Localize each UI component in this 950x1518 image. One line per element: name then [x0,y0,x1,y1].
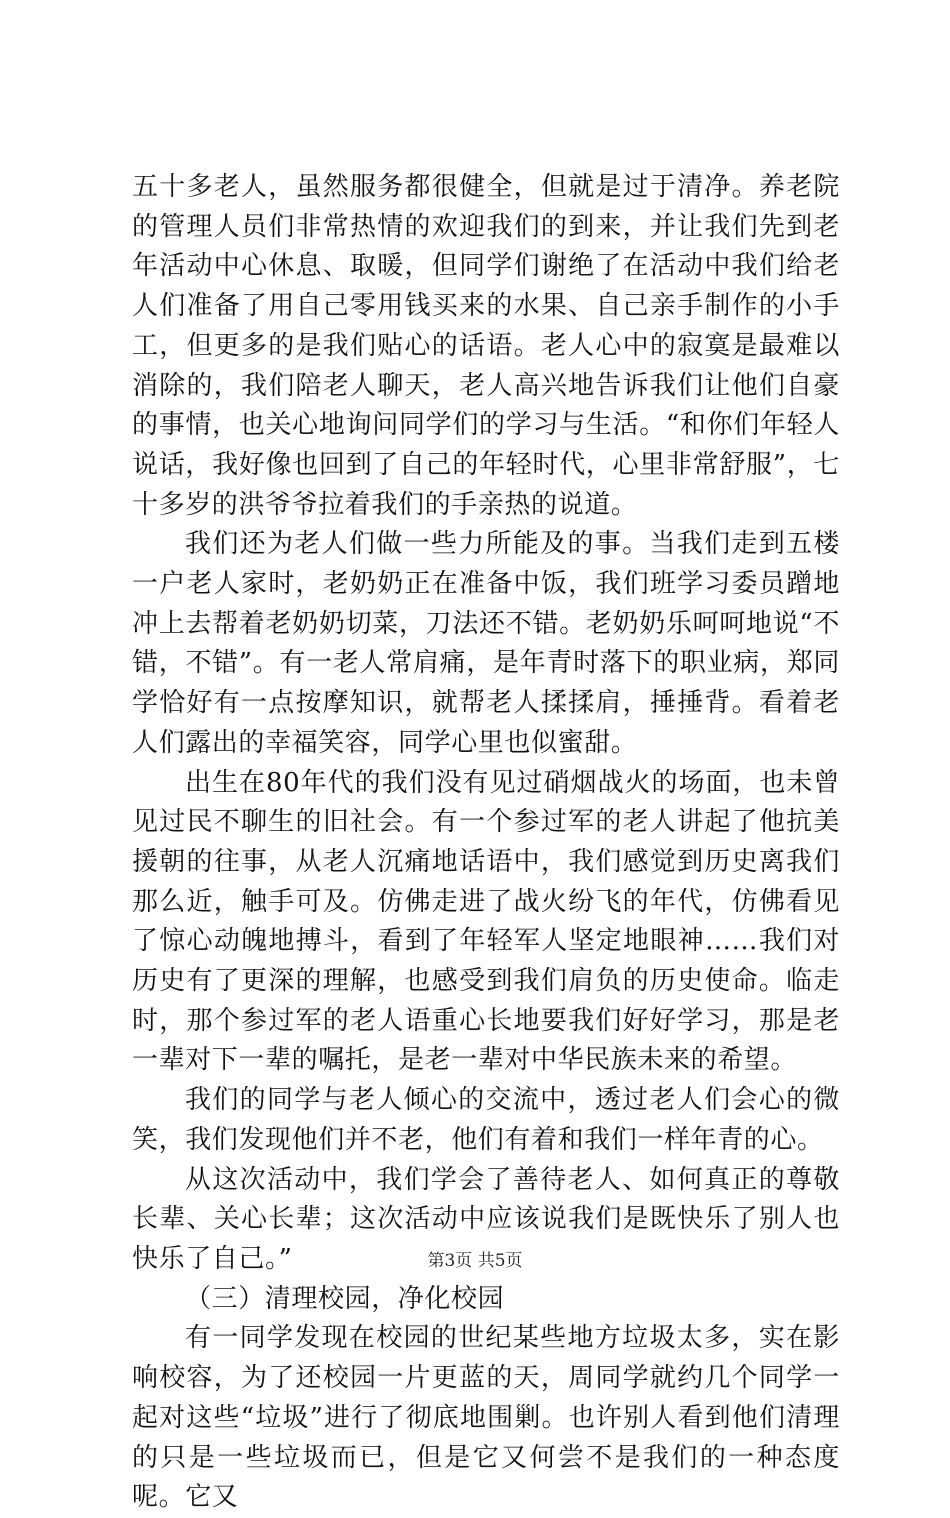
paragraph: 我们的同学与老人倾心的交流中，透过老人们会心的微笑，我们发现他们并不老，他们有着和我们一样年青的心。 [132,1085,840,1155]
paragraph: 五十多老人，虽然服务都很健全，但就是过于清净。养老院的管理人员们非常热情的欢迎我们的到来，并让我们先到老年活动中心休息、取暖，但同学们谢绝了在活动中我们给老人们准备了用自己零用钱买来的水果、自己亲手制作的小手工，但更多的是我们贴心的话语。老人心中的寂寞是最难以消除的，我们陪老人聊天，老人高兴地告诉我们让他们自豪的事情，也关心地询问同学们的学习与生活。“和你们年轻人说话，我好像也回到了自己的年轻时代，心里非常舒服”，七十多岁的洪爷爷拉着我们的手亲热的说道。 [132,172,840,520]
section-heading: （三）清理校园，净化校园 [185,1283,505,1314]
paragraph: 我们还为老人们做一些力所能及的事。当我们走到五楼一户老人家时，老奶奶正在准备中饭，我们班学习委员蹭地冲上去帮着老奶奶切菜，刀法还不错。老奶奶乐呵呵地说“不错，不错”。有一老人常肩痛，是年青时落下的职业病，郑同学恰好有一点按摩知识，就帮老人揉揉肩，捶捶背。看着老人们露出的幸福笑容，同学心里也似蜜甜。 [132,529,840,758]
paragraph: 从这次活动中，我们学会了善待老人、如何真正的尊敬长辈、关心长辈；这次活动中应该说我们是既快乐了别人也快乐了自己。” [132,1164,840,1274]
page-number-footer: 第3页 共5页 [427,1251,523,1271]
document-body [132,168,840,1518]
paragraph: 有一同学发现在校园的世纪某些地方垃圾太多，实在影响校容，为了还校园一片更蓝的天，周同学就约几个同学一起对这些“垃圾”进行了彻底地围剿。也许别人看到他们清理的只是一些垃圾而已，但是它又何尝不是我们的一种态度呢。它又 [132,1323,840,1513]
paragraph: 出生在80年代的我们没有见过硝烟战火的场面，也未曾见过民不聊生的旧社会。有一个参过军的老人讲起了他抗美援朝的往事，从老人沉痛地话语中，我们感觉到历史离我们那么近，触手可及。仿佛走进了战火纷飞的年代，仿佛看见了惊心动魄地搏斗，看到了年轻军人坚定地眼神……我们对历史有了更深的理解，也感受到我们肩负的历史使命。临走时，那个参过军的老人语重心长地要我们好好学习，那是老一辈对下一辈的嘱托，是老一辈对中华民族未来的希望。 [132,767,840,1076]
